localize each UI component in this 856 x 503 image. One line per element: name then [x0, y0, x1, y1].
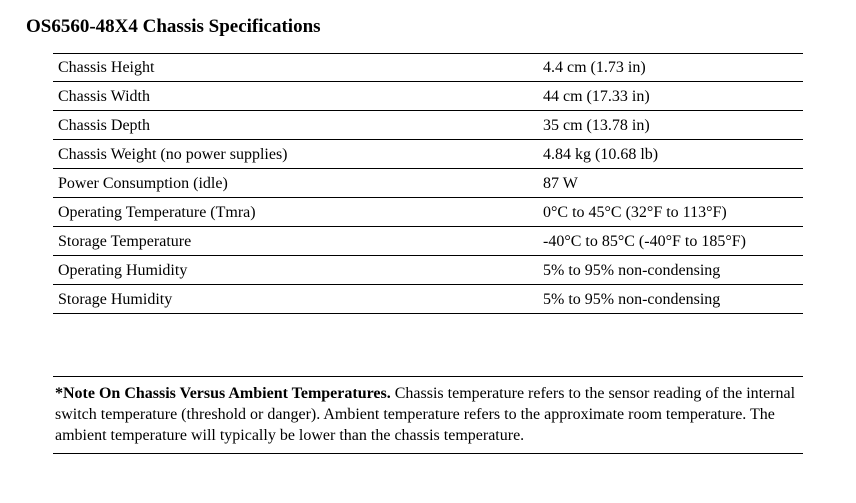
- spec-label: Chassis Width: [58, 88, 150, 105]
- table-row: [53, 170, 803, 198]
- table-row: [53, 228, 803, 256]
- note-body: Chassis temperature refers to the sensor reading of the internal switch temperature (threshold or danger). Ambient temperature refers to the approximate room temperature. The ambient temperature will typically be lower than the chassis temperature.: [55, 385, 796, 444]
- spec-value: 44 cm (17.33 in): [543, 88, 650, 105]
- spec-value: 35 cm (13.78 in): [543, 117, 650, 134]
- spec-value: 4.4 cm (1.73 in): [543, 59, 646, 76]
- spec-value: 87 W: [543, 175, 578, 192]
- table-row: [53, 286, 803, 314]
- spec-value: 5% to 95% non-condensing: [543, 262, 721, 279]
- spec-label: Operating Humidity: [58, 262, 188, 279]
- spec-label: Chassis Height: [58, 59, 155, 76]
- table-row: [53, 141, 803, 169]
- spec-label: Storage Temperature: [58, 233, 192, 250]
- spec-value: 0°C to 45°C (32°F to 113°F): [543, 204, 727, 221]
- spec-label: Chassis Weight (no power supplies): [58, 146, 288, 163]
- note-paragraph: [53, 383, 803, 446]
- page-title: OS6560-48X4 Chassis Specifications: [26, 16, 321, 37]
- spec-value: 4.84 kg (10.68 lb): [543, 146, 659, 163]
- note-box: [53, 376, 803, 454]
- spec-value: -40°C to 85°C (-40°F to 185°F): [543, 233, 746, 250]
- note-heading: *Note On Chassis Versus Ambient Temperatures.: [55, 385, 391, 402]
- table-row: [53, 83, 803, 111]
- specifications-table: [53, 53, 803, 315]
- spec-label: Chassis Depth: [58, 117, 150, 134]
- table-row: [53, 199, 803, 227]
- spec-label: Operating Temperature (Tmra): [58, 204, 256, 221]
- table-row: [53, 112, 803, 140]
- spec-value: 5% to 95% non-condensing: [543, 291, 721, 308]
- spec-label: Storage Humidity: [58, 291, 173, 308]
- table-row: [53, 257, 803, 285]
- spec-label: Power Consumption (idle): [58, 175, 228, 192]
- table-row: [53, 54, 803, 82]
